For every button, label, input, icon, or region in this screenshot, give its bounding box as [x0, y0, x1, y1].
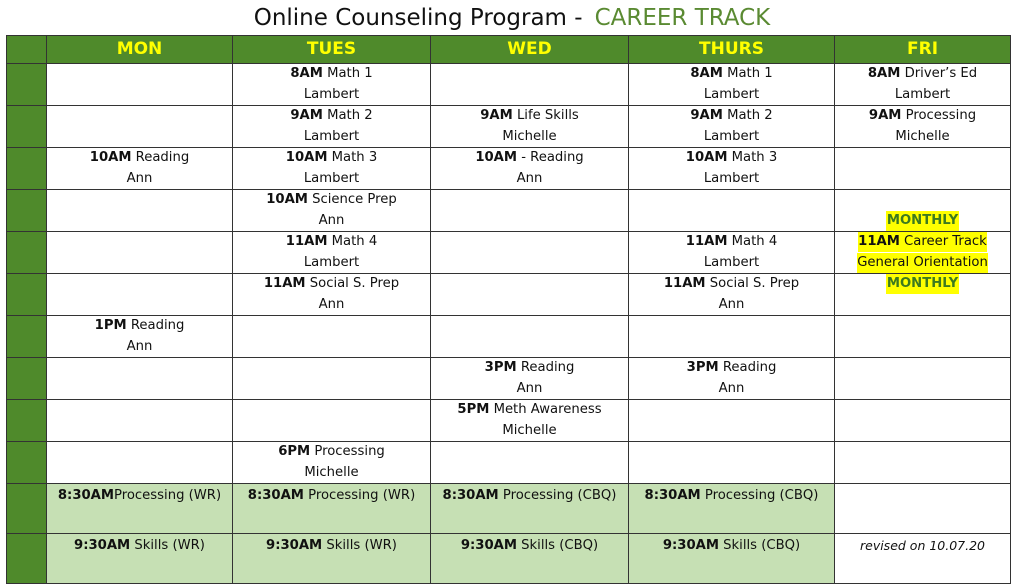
weekly-row [7, 484, 1011, 534]
row-side-cell [7, 106, 47, 148]
session-time: 9:30AM [266, 538, 323, 553]
session-person: Ann [126, 338, 153, 354]
session-time: 11AM [858, 234, 900, 249]
weekly-row [7, 534, 1011, 584]
session-time: 9AM [868, 108, 902, 123]
row-side-cell [7, 148, 47, 190]
session-name: Meth Awareness [493, 402, 602, 417]
day-header-thurs: THURS [629, 36, 835, 64]
time-slot-row [7, 190, 1011, 232]
day-header-mon: MON [47, 36, 233, 64]
empty-cell [431, 442, 629, 484]
session-time: 3PM [686, 360, 719, 375]
session-name: Math 2 [327, 108, 373, 123]
session-name: Social S. Prep [709, 276, 800, 291]
empty-cell [629, 316, 835, 358]
empty-cell [835, 400, 1011, 442]
session-time: 8AM [290, 66, 323, 81]
session-person: Lambert [703, 170, 760, 186]
session-name: Processing (WR) [308, 488, 416, 503]
empty-cell [835, 358, 1011, 400]
row-side-cell [7, 442, 47, 484]
session-name: Processing (CBQ) [704, 488, 819, 503]
empty-cell [47, 232, 233, 274]
session-time: 8AM [690, 66, 723, 81]
session-name: Math 1 [727, 66, 773, 81]
empty-cell [431, 190, 629, 232]
session-time: 11AM [685, 234, 728, 249]
session-name: Skills (WR) [326, 538, 397, 553]
session-time: 9:30AM [74, 538, 131, 553]
empty-cell [629, 190, 835, 232]
row-side-cell [7, 274, 47, 316]
empty-cell [835, 148, 1011, 190]
session-name: Reading [520, 360, 575, 375]
session-cell [233, 190, 431, 232]
day-header-wed: WED [431, 36, 629, 64]
session-time: 9AM [690, 108, 723, 123]
session-cell [629, 232, 835, 274]
session-line: General Orientation [857, 253, 988, 273]
empty-cell [47, 190, 233, 232]
session-time: 5PM [457, 402, 490, 417]
schedule-table [6, 35, 1011, 584]
session-name: Life Skills [516, 108, 579, 123]
session-person: Lambert [303, 86, 360, 102]
empty-cell [47, 358, 233, 400]
empty-cell [47, 442, 233, 484]
time-slot-row [7, 274, 1011, 316]
time-slot-row [7, 400, 1011, 442]
session-name: Reading [722, 360, 777, 375]
session-time: 11AM [263, 276, 306, 291]
session-person: Lambert [703, 254, 760, 270]
session-time: 3PM [484, 360, 517, 375]
monthly-tag: MONTHLY [886, 211, 959, 231]
session-name: Science Prep [312, 192, 397, 207]
session-time: 8:30AM [247, 488, 304, 503]
day-header-tues: TUES [233, 36, 431, 64]
empty-cell [431, 316, 629, 358]
session-time: 9AM [290, 108, 323, 123]
session-person: Ann [718, 380, 745, 396]
empty-cell [233, 400, 431, 442]
session-time: 6PM [278, 444, 311, 459]
session-name: - Reading [521, 150, 584, 165]
session-name: Processing [314, 444, 385, 459]
empty-cell [47, 400, 233, 442]
time-slot-row [7, 106, 1011, 148]
session-time: 11AM [663, 276, 706, 291]
weekly-cell [233, 484, 431, 534]
empty-cell [431, 64, 629, 106]
session-time: 10AM [685, 150, 728, 165]
session-time: 9:30AM [662, 538, 719, 553]
session-cell [233, 232, 431, 274]
weekly-cell [629, 484, 835, 534]
session-person: Lambert [703, 86, 760, 102]
empty-cell [47, 64, 233, 106]
session-cell [629, 106, 835, 148]
session-cell [233, 148, 431, 190]
session-person: Ann [318, 212, 345, 228]
session-cell [431, 358, 629, 400]
empty-cell [233, 316, 431, 358]
time-slot-row [7, 316, 1011, 358]
row-side-cell [7, 484, 47, 534]
header-corner [7, 36, 47, 64]
session-time: 9AM [480, 108, 513, 123]
session-name: Math 2 [727, 108, 773, 123]
empty-cell [629, 442, 835, 484]
session-person: Lambert [703, 128, 760, 144]
weekly-cell [233, 534, 431, 584]
session-name: Reading [135, 150, 190, 165]
session-person: Lambert [303, 170, 360, 186]
row-side-cell [7, 190, 47, 232]
session-name: Math 4 [731, 234, 778, 249]
session-cell [835, 64, 1011, 106]
session-person: Michelle [502, 422, 557, 438]
session-name: Skills (CBQ) [521, 538, 599, 553]
session-person: Ann [318, 296, 345, 312]
session-name: Processing (CBQ) [502, 488, 617, 503]
time-slot-row [7, 442, 1011, 484]
session-time: 8AM [867, 66, 901, 81]
session-time: 8:30AM [644, 488, 701, 503]
session-person: Ann [516, 170, 543, 186]
session-name: Career Track [904, 234, 987, 249]
empty-cell [835, 442, 1011, 484]
session-cell [835, 106, 1011, 148]
session-time: 1PM [94, 318, 127, 333]
row-side-cell [7, 64, 47, 106]
monthly-cell [835, 274, 1011, 316]
session-person: Ann [718, 296, 745, 312]
session-person: Ann [126, 170, 153, 186]
session-person: Lambert [303, 128, 360, 144]
page-title [0, 2, 1024, 34]
program-title: Online Counseling Program - [253, 5, 583, 31]
time-slot-row [7, 358, 1011, 400]
revised-note: revised on 10.07.20 [859, 538, 986, 553]
session-person: Ann [516, 380, 543, 396]
session-name: Processing [905, 108, 977, 123]
session-time: 8:30AM [57, 488, 115, 503]
empty-cell [47, 274, 233, 316]
session-person: Michelle [895, 128, 950, 144]
session-time: 10AM [266, 192, 308, 207]
weekly-cell [47, 534, 233, 584]
session-name: Skills (CBQ) [723, 538, 801, 553]
session-time: 9:30AM [460, 538, 517, 553]
session-time: 10AM [475, 150, 517, 165]
session-person: Lambert [303, 254, 360, 270]
session-cell [431, 106, 629, 148]
session-person: Lambert [894, 86, 951, 102]
weekly-cell [431, 534, 629, 584]
session-name: Math 3 [331, 150, 378, 165]
session-cell [233, 64, 431, 106]
session-cell [431, 400, 629, 442]
session-name: Driver’s Ed [904, 66, 978, 81]
empty-cell [47, 106, 233, 148]
empty-cell [233, 358, 431, 400]
empty-cell [629, 400, 835, 442]
session-cell [629, 358, 835, 400]
session-cell [431, 148, 629, 190]
session-cell [835, 232, 1011, 274]
row-side-cell [7, 358, 47, 400]
day-header-row [7, 36, 1011, 64]
session-cell [233, 274, 431, 316]
weekly-cell [431, 484, 629, 534]
row-side-cell [7, 232, 47, 274]
day-header-fri: FRI [835, 36, 1011, 64]
session-time: 10AM [89, 150, 132, 165]
session-name: Math 4 [331, 234, 378, 249]
empty-cell [835, 484, 1011, 534]
track-title: CAREER TRACK [594, 5, 771, 31]
session-name: Social S. Prep [309, 276, 400, 291]
session-cell [47, 148, 233, 190]
empty-cell [835, 316, 1011, 358]
session-name: Skills (WR) [134, 538, 205, 553]
row-side-cell [7, 400, 47, 442]
time-slot-row [7, 148, 1011, 190]
weekly-cell [629, 534, 835, 584]
session-cell [47, 316, 233, 358]
session-name: Processing (WR) [114, 488, 222, 503]
session-line [858, 232, 987, 252]
session-cell [629, 274, 835, 316]
monthly-cell [835, 190, 1011, 232]
time-slot-row [7, 64, 1011, 106]
session-person: Michelle [304, 464, 359, 480]
weekly-cell [47, 484, 233, 534]
row-side-cell [7, 316, 47, 358]
session-time: 8:30AM [442, 488, 499, 503]
session-time: 11AM [285, 234, 328, 249]
monthly-tag: MONTHLY [886, 274, 959, 294]
session-name: Math 1 [327, 66, 373, 81]
row-side-cell [7, 534, 47, 584]
revised-cell [835, 534, 1011, 584]
session-name: Math 3 [731, 150, 778, 165]
empty-cell [431, 232, 629, 274]
session-cell [629, 148, 835, 190]
session-name: Reading [130, 318, 185, 333]
time-slot-row [7, 232, 1011, 274]
session-cell [233, 442, 431, 484]
session-time: 10AM [285, 150, 328, 165]
session-person: Michelle [502, 128, 557, 144]
session-cell [629, 64, 835, 106]
session-cell [233, 106, 431, 148]
empty-cell [431, 274, 629, 316]
